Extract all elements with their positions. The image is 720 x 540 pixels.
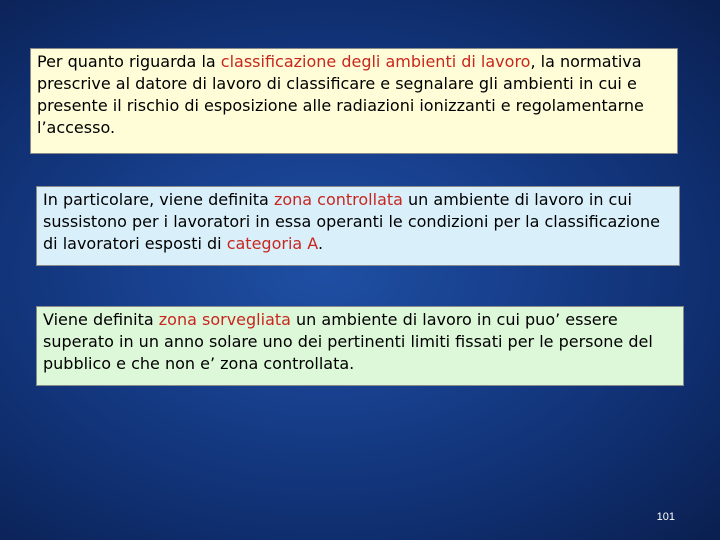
category-a-highlight: categoria A — [226, 234, 318, 253]
slide-page-number: 101 — [656, 511, 675, 523]
paragraph1-text: Per quanto riguarda la — [37, 52, 221, 71]
paragraph3-text-end: un ambiente di lavoro in cui puo’ essere superato in un anno solare uno dei pertinenti limiti fissati per le persone del pubblico e che non e’ zona controllata. — [43, 310, 653, 373]
paragraph3-text: Viene definita — [43, 310, 159, 329]
controlled-zone-highlight: zona controllata — [273, 190, 403, 209]
supervised-zone-box — [36, 306, 684, 386]
paragraph2-text: In particolare, viene definita — [43, 190, 274, 209]
supervised-zone-highlight: zona sorvegliata — [158, 310, 291, 329]
paragraph1-text-end: , la normativa prescrive al datore di lavoro di classificare e segnalare gli ambienti in cui e presente il rischio di esposizione alle radiazioni ionizzanti e regolamentarne l’accesso. — [37, 52, 644, 137]
controlled-zone-box — [36, 186, 680, 266]
classification-highlight: classificazione degli ambienti di lavoro — [220, 52, 531, 71]
paragraph2-text-end: . — [317, 234, 324, 253]
workplace-classification-box — [30, 48, 678, 154]
paragraph2-text-middle: un ambiente di lavoro in cui sussistono per i lavoratori in essa operanti le condizioni per la classificazione di lavoratori esposti di — [43, 190, 660, 253]
